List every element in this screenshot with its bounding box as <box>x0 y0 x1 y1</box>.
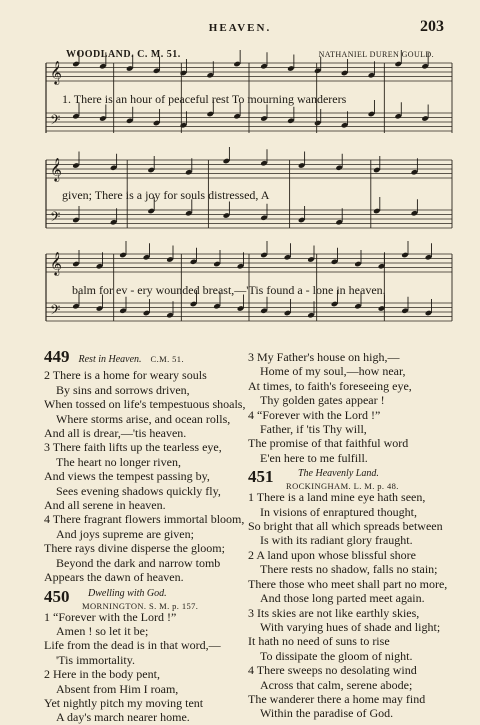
verse-line: And all is drear,—'tis heaven. <box>44 426 187 441</box>
verse-line: So bright that all which spreads between <box>248 519 443 534</box>
page-number: 203 <box>420 18 444 35</box>
music-lyric-line-3: balm for ev - ery wounded breast,—'Tis found a - lone in heaven. <box>72 283 386 297</box>
verse-line: Amen ! so let it be; <box>56 623 149 638</box>
verse-line: 2 There is a home for weary souls <box>44 368 207 383</box>
verse-line: 1 “Forever with the Lord !” <box>44 609 177 624</box>
verse-line: Father, if 'tis Thy will, <box>260 422 367 437</box>
right-column <box>248 350 454 721</box>
verse-line: The heart no longer riven, <box>56 454 181 469</box>
hymn-450-continued <box>248 350 454 465</box>
verse-line: The wanderer there a home may find <box>248 691 426 706</box>
verse-line: 3 My Father's house on high,— <box>248 350 400 364</box>
running-header: HEAVEN. <box>208 22 272 34</box>
bass-clef-icon: 𝄢 <box>50 302 61 321</box>
hymn-title: The Heavenly Land. <box>298 468 379 480</box>
verse-line: The promise of that faithful word <box>248 436 409 451</box>
hymn-450-heading <box>44 588 244 610</box>
verse-line: 4 There fragrant flowers immortal bloom, <box>44 512 245 527</box>
hymn-meter: C.M. 51. <box>150 354 184 364</box>
verse-line: 4 There sweeps no desolating wind <box>248 663 417 678</box>
hymn-title: Rest in Heaven. <box>78 354 142 365</box>
verse-line: With varying hues of shade and light; <box>260 619 441 634</box>
hymn-451-heading <box>248 468 454 490</box>
hymn-number: 450 <box>44 586 70 606</box>
bass-clef-icon: 𝄢 <box>50 209 61 228</box>
verse-line: Appears the dawn of heaven. <box>44 570 184 585</box>
hymn-449-text <box>44 368 244 584</box>
verse-line: Beyond the dark and narrow tomb <box>56 555 221 570</box>
verse-line: To dissipate the gloom of night. <box>260 648 413 663</box>
treble-clef-icon: 𝄞 <box>50 60 62 84</box>
verse-line: Thy golden gates appear ! <box>260 393 385 408</box>
verse-line: Yet nightly pitch my moving tent <box>44 695 204 710</box>
verse-line: And views the tempest passing by, <box>44 469 210 484</box>
verse-line: Life from the dead is in that word,— <box>44 638 221 653</box>
hymn-meter: MORNINGTON. S. M. p. 157. <box>82 600 199 611</box>
bass-clef-icon: 𝄢 <box>50 112 61 131</box>
hymn-450-text <box>44 610 244 725</box>
verse-line: 1 There is a land mine eye hath seen, <box>248 490 426 505</box>
hymn-449-heading <box>44 347 244 367</box>
verse-line: And those long parted meet again. <box>260 591 425 606</box>
verse-line: In visions of enraptured thought, <box>260 504 417 519</box>
verse-line: At times, to faith's foreseeing eye, <box>248 378 412 393</box>
left-column <box>44 347 246 725</box>
verse-line: When tossed on life's tempestuous shoals, <box>44 397 246 412</box>
hymn-451-text <box>248 490 454 721</box>
verse-line: Sees evening shadows quickly fly, <box>56 483 221 498</box>
verse-line: Is with its radiant glory fraught. <box>260 533 413 548</box>
treble-clef-icon: 𝄞 <box>50 157 62 181</box>
treble-clef-icon: 𝄞 <box>50 251 62 275</box>
verse-line: Home of my soul,—how near, <box>260 364 406 379</box>
verse-line: It hath no need of suns to rise <box>248 634 390 649</box>
verse-line: Across that calm, serene abode; <box>260 677 413 692</box>
tune-name: WOODLAND. C. M. 51. <box>66 49 181 60</box>
verse-line: There rays divine disperse the gloom; <box>44 541 225 556</box>
verse-line: There rests no shadow, falls no stain; <box>260 562 438 577</box>
verse-line: 2 Here in the body pent, <box>44 667 160 682</box>
hymn-number: 451 <box>248 467 274 487</box>
verse-line: Absent from Him I roam, <box>56 681 179 696</box>
verse-line: Where storms arise, and ocean rolls, <box>56 411 231 426</box>
verse-line: 2 A land upon whose blissful shore <box>248 547 416 562</box>
composer: NATHANIEL DUREN GOULD. <box>318 50 434 59</box>
music-lyric-line-2: given; There is a joy for souls distressed, A <box>62 188 270 202</box>
hymn-title: Dwelling with God. <box>88 587 167 599</box>
verse-line: And joys supreme are given; <box>56 526 194 541</box>
verse-line: 4 “Forever with the Lord !” <box>248 407 381 422</box>
verse-line: 3 There faith lifts up the tearless eye, <box>44 440 222 455</box>
verse-line: A day's march nearer home. <box>56 710 190 725</box>
verse-line: By sins and sorrows driven, <box>56 382 190 397</box>
verse-line: And all serene in heaven. <box>44 498 166 513</box>
hymn-number: 449 <box>44 347 70 366</box>
verse-line: 'Tis immortality. <box>56 652 135 667</box>
verse-line: There those who meet shall part no more, <box>248 576 448 591</box>
verse-line: 3 Its skies are not like earthly skies, <box>248 605 420 620</box>
hymn-meter: ROCKINGHAM. L. M. p. 48. <box>286 481 399 492</box>
verse-line: E'en here to me fulfill. <box>260 450 368 465</box>
music-lyric-line-1: 1. There is an hour of peaceful rest To mourning wanderers <box>62 92 347 106</box>
verse-line: Within the paradise of God. <box>260 706 394 721</box>
